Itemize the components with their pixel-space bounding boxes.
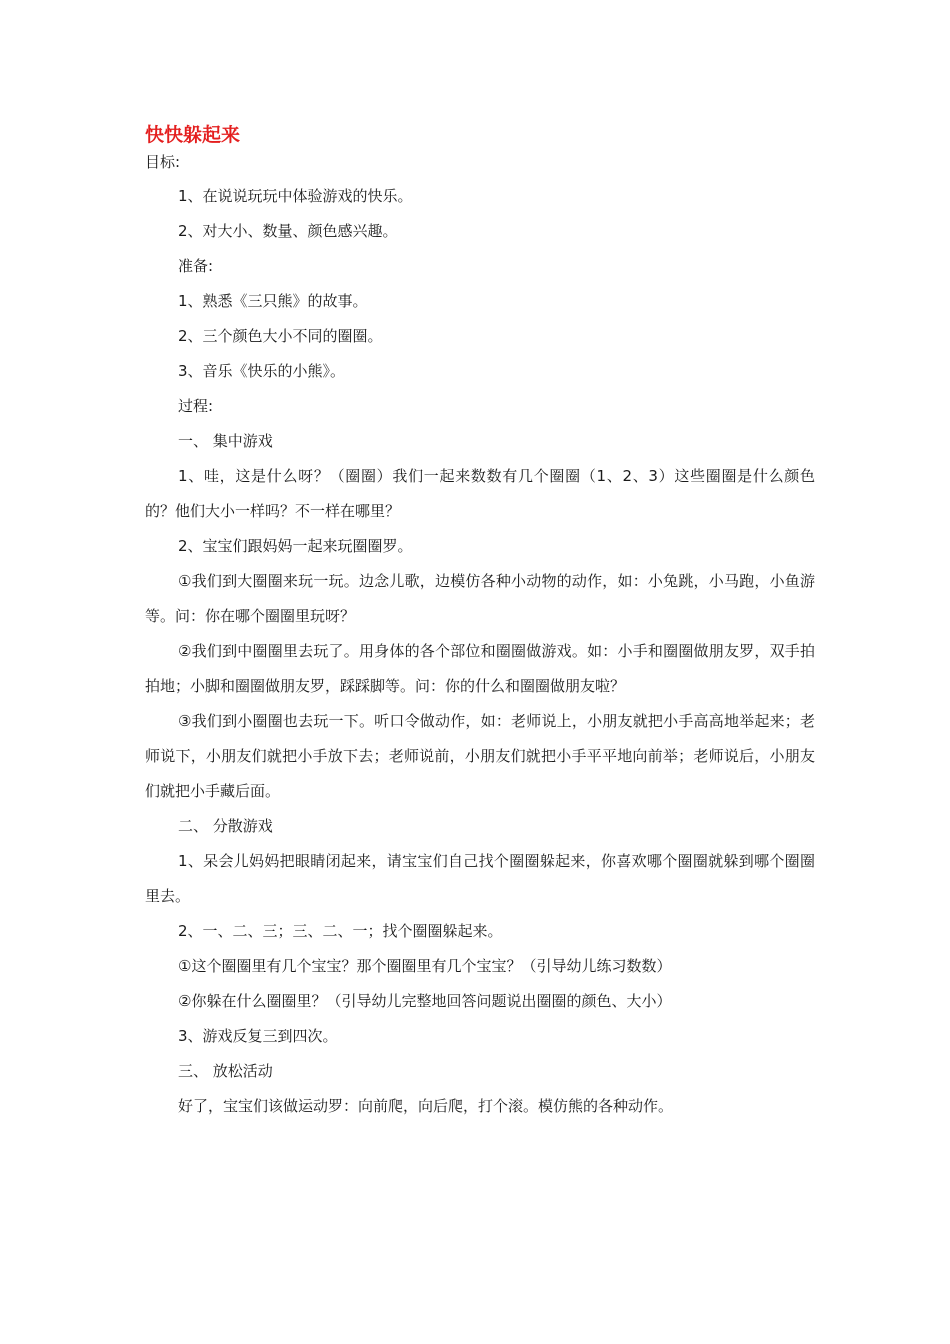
section-1-substep-3: ③我们到小圈圈也去玩一下。听口令做动作，如：老师说上，小朋友就把小手高高地举起来；老师说下，小朋友们就把小手放下去；老师说前，小朋友们就把小手平平地向前举；老师说后，小朋友们就把小手藏后面。 — [145, 712, 815, 800]
section-1-heading: 一、 集中游戏 — [178, 432, 273, 450]
section-1-step-2: 2、宝宝们跟妈妈一起来玩圈圈罗。 — [178, 537, 413, 555]
section-2-substep-1: ①这个圈圈里有几个宝宝？那个圈圈里有几个宝宝？（引导幼儿练习数数） — [178, 957, 672, 975]
goal-item-2: 2、对大小、数量、颜色感兴趣。 — [178, 222, 398, 240]
section-2-step-3: 3、游戏反复三到四次。 — [178, 1027, 338, 1045]
preparation-item-2: 2、三个颜色大小不同的圈圈。 — [178, 327, 383, 345]
preparation-heading: 准备: — [178, 257, 214, 275]
section-3-heading: 三、 放松活动 — [178, 1062, 273, 1080]
section-2-step-2: 2、一、二、三；三、二、一；找个圈圈躲起来。 — [178, 922, 503, 940]
section-2-substep-2: ②你躲在什么圈圈里？（引导幼儿完整地回答问题说出圈圈的颜色、大小） — [178, 992, 672, 1010]
document-page — [145, 120, 815, 1124]
section-3-text: 好了，宝宝们该做运动罗：向前爬，向后爬，打个滚。模仿熊的各种动作。 — [178, 1097, 674, 1115]
goal-heading: 目标: — [145, 153, 181, 171]
section-1-substep-1: ①我们到大圈圈来玩一玩。边念儿歌，边模仿各种小动物的动作，如：小兔跳，小马跑，小鱼游等。问：你在哪个圈圈里玩呀？ — [145, 572, 815, 625]
section-2-step-1: 1、呆会儿妈妈把眼睛闭起来，请宝宝们自己找个圈圈躲起来，你喜欢哪个圈圈就躲到哪个圈圈里去。 — [145, 852, 815, 905]
section-2-heading: 二、 分散游戏 — [178, 817, 273, 835]
preparation-item-3: 3、音乐《快乐的小熊》。 — [178, 362, 346, 380]
goal-item-1: 1、在说说玩玩中体验游戏的快乐。 — [178, 187, 413, 205]
preparation-item-1: 1、熟悉《三只熊》的故事。 — [178, 292, 368, 310]
process-heading: 过程: — [178, 397, 214, 415]
section-1-substep-2: ②我们到中圈圈里去玩了。用身体的各个部位和圈圈做游戏。如：小手和圈圈做朋友罗，双手拍拍地；小脚和圈圈做朋友罗，踩踩脚等。问：你的什么和圈圈做朋友啦？ — [145, 642, 815, 695]
section-1-step-1: 1、哇，这是什么呀？（圈圈）我们一起来数数有几个圈圈（1、2、3）这些圈圈是什么颜色的？他们大小一样吗？不一样在哪里？ — [145, 467, 815, 520]
document-title: 快快躲起来 — [145, 124, 241, 146]
